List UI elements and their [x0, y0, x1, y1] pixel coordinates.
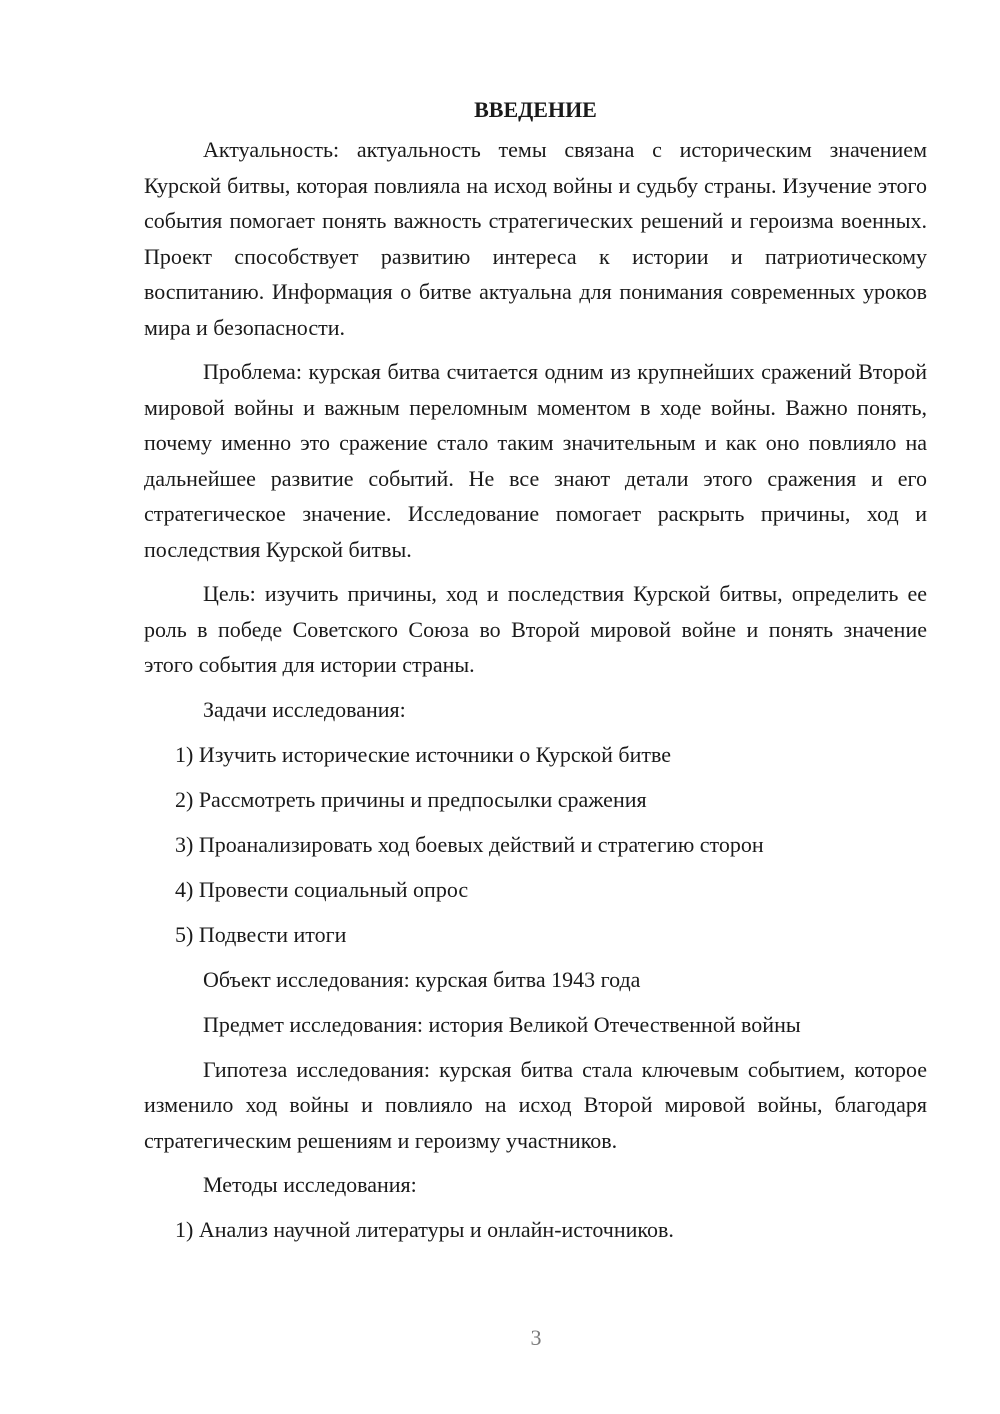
method-item-1: 1) Анализ научной литературы и онлайн-источников. — [175, 1217, 674, 1242]
task-item-1: 1) Изучить исторические источники о Курской битве — [175, 741, 672, 767]
task-item-3: 3) Проанализировать ход боевых действий и стратегию сторон — [175, 831, 764, 857]
methods-heading: Методы исследования: — [203, 1172, 417, 1197]
hypothesis-paragraph: Гипотеза исследования: курская битва стала ключевым событием, которое изменило ход войны и повлияло на исход Второй мировой войны, благодаря стратегическим решениям и героизму участников. — [144, 1056, 927, 1153]
task-item-2: 2) Рассмотреть причины и предпосылки сражения — [175, 786, 647, 812]
problem-paragraph: Проблема: курская битва считается одним из крупнейших сражений Второй мировой войны и важным переломным моментом в ходе войны. Важно понять, почему именно это сражение стало таким значительным и как оно повлияло на дальнейшее развитие событий. Не все знают детали этого сражения и его стратегическое значение. Исследование помогает раскрыть причины, ход и последствия Курской битвы. — [144, 359, 927, 562]
tasks-heading: Задачи исследования: — [203, 696, 406, 722]
page-title: ВВЕДЕНИЕ — [474, 97, 597, 122]
document-page — [144, 92, 927, 1257]
relevance-paragraph: Актуальность: актуальность темы связана с историческим значением Курской битвы, которая повлияла на исход войны и судьбу страны. Изучение этого события помогает понять важность стратегических решений и героизма военных. Проект способствует развитию интереса к истории и патриотическому воспитанию. Информация о битве актуальна для понимания современных уроков мира и безопасности. — [144, 137, 927, 340]
research-subject: Предмет исследования: история Великой Отечественной войны — [203, 1011, 801, 1037]
goal-paragraph: Цель: изучить причины, ход и последствия Курской битвы, определить ее роль в победе Советского Союза во Второй мировой войне и понять значение этого события для истории страны. — [144, 581, 927, 677]
research-object: Объект исследования: курская битва 1943 года — [203, 966, 641, 992]
page-number: 3 — [530, 1325, 542, 1350]
task-item-4: 4) Провести социальный опрос — [175, 876, 469, 902]
task-item-5: 5) Подвести итоги — [175, 921, 347, 947]
